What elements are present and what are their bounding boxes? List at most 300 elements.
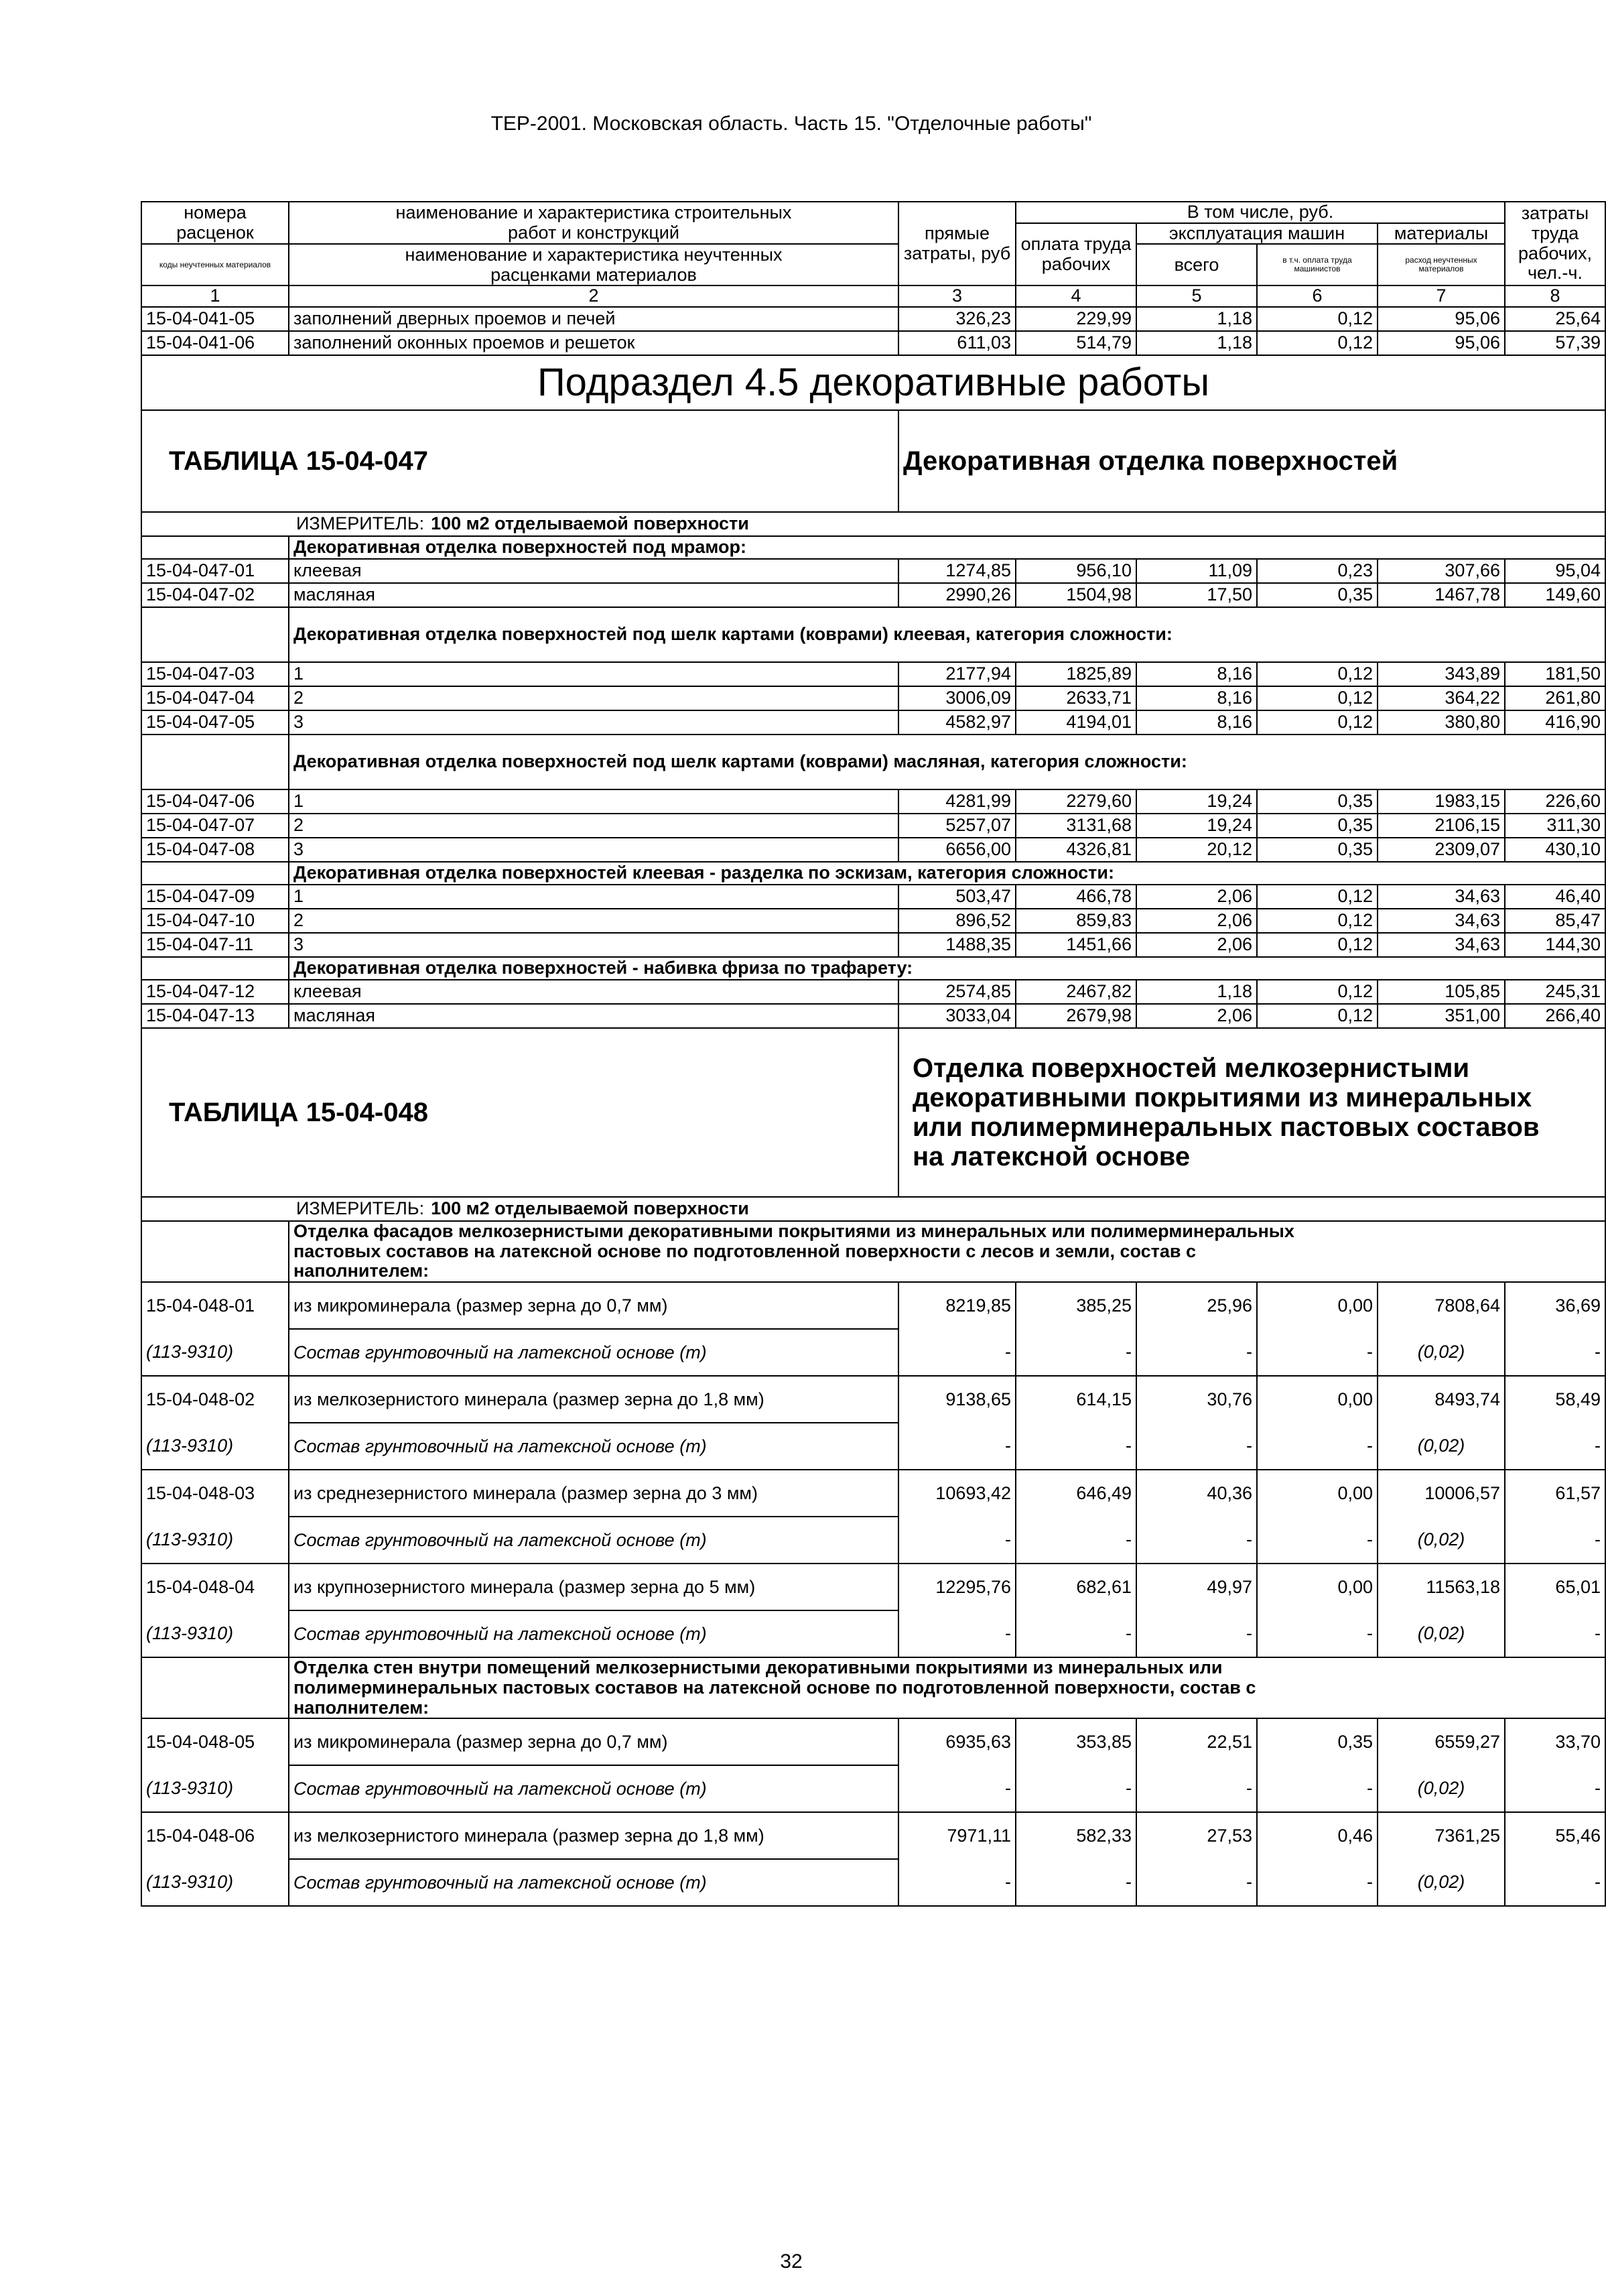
materials-cell: 380,80	[1378, 710, 1505, 735]
materials-cell: 2309,07	[1378, 838, 1505, 862]
rate-code-cell: 15-04-047-05	[141, 710, 289, 735]
wages-cell: 2633,71	[1016, 686, 1136, 710]
machines-cell: -	[1136, 1859, 1257, 1906]
wages-cell: 2679,98	[1016, 1004, 1136, 1028]
materials-cell: 351,00	[1378, 1004, 1505, 1028]
rate-code-cell: 15-04-047-12	[141, 980, 289, 1004]
caption-spacer	[141, 536, 289, 559]
direct-costs-cell: -	[898, 1610, 1016, 1657]
rate-code-cell: 15-04-047-03	[141, 662, 289, 686]
head-code-2: расценок	[141, 223, 289, 245]
table-row	[141, 307, 1605, 331]
group-caption-row	[141, 607, 1605, 662]
labor-hours-cell: 261,80	[1505, 686, 1605, 710]
direct-costs-cell: 5257,07	[898, 814, 1016, 838]
machinists-cell: 0,46	[1257, 1812, 1378, 1859]
table-id: ТАБЛИЦА 15-04-048	[141, 1028, 898, 1197]
materials-cell: (0,02)	[1378, 1859, 1505, 1906]
rate-name-cell: 2	[289, 909, 898, 933]
machinists-cell: -	[1257, 1859, 1378, 1906]
measure-row	[141, 512, 1605, 536]
rate-code-cell: 15-04-048-02	[141, 1376, 289, 1423]
labor-hours-cell: 61,57	[1505, 1470, 1605, 1517]
machines-cell: 1,18	[1136, 980, 1257, 1004]
column-number-cell: 5	[1136, 285, 1257, 307]
materials-cell: 105,85	[1378, 980, 1505, 1004]
head-unaccounted-materials: расход неучтенных материалов	[1378, 244, 1505, 285]
materials-cell: 34,63	[1378, 933, 1505, 957]
machinists-cell: 0,12	[1257, 909, 1378, 933]
machinists-cell: 0,35	[1257, 838, 1378, 862]
rate-name-cell: 2	[289, 814, 898, 838]
materials-cell: 1983,15	[1378, 789, 1505, 814]
table-row	[141, 1004, 1605, 1028]
rate-code-cell: 15-04-048-05	[141, 1718, 289, 1765]
column-number-cell: 4	[1016, 285, 1136, 307]
machines-cell: 25,96	[1136, 1282, 1257, 1329]
rate-code-cell: 15-04-047-13	[141, 1004, 289, 1028]
group-caption-row	[141, 536, 1605, 559]
rate-code-cell: 15-04-047-11	[141, 933, 289, 957]
direct-costs-cell: 8219,85	[898, 1282, 1016, 1329]
column-number-cell: 2	[289, 285, 898, 307]
direct-costs-cell: -	[898, 1859, 1016, 1906]
head-name-1: наименование и характеристика строительных	[289, 202, 898, 223]
machinists-cell: 0,12	[1257, 307, 1378, 331]
material-name-cell: Состав грунтовочный на латексной основе (т)	[289, 1765, 898, 1812]
wages-cell: 582,33	[1016, 1812, 1136, 1859]
machinists-cell: 0,00	[1257, 1470, 1378, 1517]
group-caption-line: пастовых составов на латексной основе по подготовленной поверхности с лесов и земли, состав с	[293, 1240, 1197, 1261]
machinists-cell: 0,00	[1257, 1376, 1378, 1423]
table-row	[141, 662, 1605, 686]
group-caption-row	[141, 862, 1605, 885]
table-row	[141, 331, 1605, 355]
group-caption-line: наполнителем:	[293, 1697, 429, 1718]
group-caption-row	[141, 957, 1605, 980]
labor-hours-cell: -	[1505, 1765, 1605, 1812]
machinists-cell: -	[1257, 1329, 1378, 1376]
table-heading-row	[141, 1028, 1605, 1197]
machinists-cell: 0,12	[1257, 331, 1378, 355]
head-name-2: работ и конструкций	[289, 223, 898, 245]
rate-code-cell: 15-04-047-02	[141, 583, 289, 607]
wages-cell: 614,15	[1016, 1376, 1136, 1423]
wages-cell: 385,25	[1016, 1282, 1136, 1329]
table-title-line: или полимерминеральных пастовых составов	[913, 1112, 1540, 1143]
table-title	[898, 1028, 1605, 1197]
wages-cell: 4194,01	[1016, 710, 1136, 735]
machinists-cell: 0,23	[1257, 559, 1378, 583]
rate-code-cell: 15-04-047-04	[141, 686, 289, 710]
machinists-cell: 0,12	[1257, 662, 1378, 686]
direct-costs-cell: 503,47	[898, 885, 1016, 909]
machines-cell: -	[1136, 1610, 1257, 1657]
machines-cell: 40,36	[1136, 1470, 1257, 1517]
wages-cell: 2279,60	[1016, 789, 1136, 814]
measure-row	[141, 1197, 1605, 1221]
group-caption	[289, 1221, 1605, 1282]
caption-spacer	[141, 1657, 289, 1718]
machinists-cell: 0,35	[1257, 814, 1378, 838]
rates-table	[141, 201, 1606, 1907]
direct-costs-cell: -	[898, 1329, 1016, 1376]
caption-spacer	[141, 862, 289, 885]
rate-name-cell: заполнений дверных проемов и печей	[289, 307, 898, 331]
page-header: ТЕР-2001. Московская область. Часть 15. "Отделочные работы"	[490, 113, 1092, 135]
head-materials: материалы	[1378, 223, 1505, 245]
labor-hours-cell: -	[1505, 1859, 1605, 1906]
table-row	[141, 583, 1605, 607]
table-row	[141, 789, 1605, 814]
wages-cell: 3131,68	[1016, 814, 1136, 838]
wages-cell: -	[1016, 1329, 1136, 1376]
group-caption-row	[141, 1221, 1605, 1282]
materials-cell: 95,06	[1378, 331, 1505, 355]
direct-costs-cell: 2990,26	[898, 583, 1016, 607]
wages-cell: 859,83	[1016, 909, 1136, 933]
table-row	[141, 1282, 1605, 1329]
direct-costs-cell: 6935,63	[898, 1718, 1016, 1765]
wages-cell: 2467,82	[1016, 980, 1136, 1004]
machinists-cell: 0,12	[1257, 710, 1378, 735]
material-code-cell: (113-9310)	[141, 1859, 289, 1906]
head-including: В том числе, руб.	[1016, 202, 1505, 223]
wages-cell: 682,61	[1016, 1564, 1136, 1610]
measure-label: ИЗМЕРИТЕЛЬ:	[296, 513, 425, 534]
rate-code-cell: 15-04-041-06	[141, 331, 289, 355]
rate-code-cell: 15-04-047-09	[141, 885, 289, 909]
table-id: ТАБЛИЦА 15-04-047	[141, 410, 898, 512]
rate-code-cell: 15-04-048-04	[141, 1564, 289, 1610]
materials-cell: 34,63	[1378, 885, 1505, 909]
table-title-line: Отделка поверхностей мелкозернистыми	[913, 1054, 1470, 1084]
machines-cell: 11,09	[1136, 559, 1257, 583]
wages-cell: 4326,81	[1016, 838, 1136, 862]
column-number-cell: 8	[1505, 285, 1605, 307]
rate-name-cell: 1	[289, 885, 898, 909]
material-name-cell: Состав грунтовочный на латексной основе (т)	[289, 1329, 898, 1376]
rate-code-cell: 15-04-047-06	[141, 789, 289, 814]
machines-cell: 19,24	[1136, 789, 1257, 814]
rate-name-cell: 3	[289, 838, 898, 862]
rate-code-cell: 15-04-047-08	[141, 838, 289, 862]
wages-cell: -	[1016, 1765, 1136, 1812]
measure-label: ИЗМЕРИТЕЛЬ:	[296, 1198, 425, 1219]
direct-costs-cell: 9138,65	[898, 1376, 1016, 1423]
material-code-cell: (113-9310)	[141, 1765, 289, 1812]
rate-code-cell: 15-04-047-10	[141, 909, 289, 933]
materials-cell: (0,02)	[1378, 1423, 1505, 1470]
caption-spacer	[141, 1221, 289, 1282]
materials-cell: (0,02)	[1378, 1517, 1505, 1564]
head-machinists-wages: в т.ч. оплата труда машинистов	[1257, 244, 1378, 285]
table-row	[141, 1470, 1605, 1517]
direct-costs-cell: 10693,42	[898, 1470, 1016, 1517]
material-code-cell: (113-9310)	[141, 1517, 289, 1564]
rate-code-cell: 15-04-048-06	[141, 1812, 289, 1859]
material-name-cell: Состав грунтовочный на латексной основе (т)	[289, 1423, 898, 1470]
rate-name-cell: 3	[289, 710, 898, 735]
labor-hours-cell: -	[1505, 1329, 1605, 1376]
machines-cell: 19,24	[1136, 814, 1257, 838]
materials-cell: 364,22	[1378, 686, 1505, 710]
materials-cell: 6559,27	[1378, 1718, 1505, 1765]
labor-hours-cell: 46,40	[1505, 885, 1605, 909]
direct-costs-cell: 7971,11	[898, 1812, 1016, 1859]
rate-name-cell: из среднезернистого минерала (размер зерна до 3 мм)	[289, 1470, 898, 1517]
rate-name-cell: из микроминерала (размер зерна до 0,7 мм)	[289, 1282, 898, 1329]
labor-hours-cell: 226,60	[1505, 789, 1605, 814]
table-row	[141, 909, 1605, 933]
machines-cell: -	[1136, 1329, 1257, 1376]
machinists-cell: -	[1257, 1423, 1378, 1470]
group-caption-line: наполнителем:	[293, 1261, 429, 1281]
group-caption: Декоративная отделка поверхностей под шелк картами (коврами) масляная, категория сложности:	[289, 735, 1605, 789]
machinists-cell: 0,35	[1257, 583, 1378, 607]
rate-name-cell: масляная	[289, 583, 898, 607]
materials-cell: 10006,57	[1378, 1470, 1505, 1517]
wages-cell: 353,85	[1016, 1718, 1136, 1765]
materials-cell: 7808,64	[1378, 1282, 1505, 1329]
labor-hours-cell: 65,01	[1505, 1564, 1605, 1610]
direct-costs-cell: 4582,97	[898, 710, 1016, 735]
materials-cell: 8493,74	[1378, 1376, 1505, 1423]
labor-hours-cell: 55,46	[1505, 1812, 1605, 1859]
material-row	[141, 1423, 1605, 1470]
machinists-cell: 0,00	[1257, 1282, 1378, 1329]
machines-cell: 22,51	[1136, 1718, 1257, 1765]
labor-hours-cell: 430,10	[1505, 838, 1605, 862]
rate-name-cell: из мелкозернистого минерала (размер зерна до 1,8 мм)	[289, 1376, 898, 1423]
direct-costs-cell: 2177,94	[898, 662, 1016, 686]
rate-name-cell: клеевая	[289, 980, 898, 1004]
wages-cell: -	[1016, 1423, 1136, 1470]
machines-cell: 8,16	[1136, 662, 1257, 686]
rate-code-cell: 15-04-048-03	[141, 1470, 289, 1517]
table-row	[141, 1376, 1605, 1423]
material-name-cell: Состав грунтовочный на латексной основе (т)	[289, 1610, 898, 1657]
direct-costs-cell: 12295,76	[898, 1564, 1016, 1610]
wages-cell: 1451,66	[1016, 933, 1136, 957]
materials-cell: 343,89	[1378, 662, 1505, 686]
labor-hours-cell: 149,60	[1505, 583, 1605, 607]
wages-cell: 956,10	[1016, 559, 1136, 583]
labor-hours-cell: 57,39	[1505, 331, 1605, 355]
labor-hours-cell: 58,49	[1505, 1376, 1605, 1423]
labor-hours-cell: 144,30	[1505, 933, 1605, 957]
direct-costs-cell: 1488,35	[898, 933, 1016, 957]
material-name-cell: Состав грунтовочный на латексной основе (т)	[289, 1859, 898, 1906]
group-caption-line: полимерминеральных пастовых составов на латексной основе по подготовленной поверхности, состав с	[293, 1677, 1256, 1698]
wages-cell: 466,78	[1016, 885, 1136, 909]
table-row	[141, 885, 1605, 909]
labor-hours-cell: 25,64	[1505, 307, 1605, 331]
labor-hours-cell: 85,47	[1505, 909, 1605, 933]
direct-costs-cell: -	[898, 1765, 1016, 1812]
materials-cell: (0,02)	[1378, 1329, 1505, 1376]
head-code-1: номера	[141, 202, 289, 223]
caption-spacer	[141, 735, 289, 789]
rate-name-cell: 1	[289, 789, 898, 814]
direct-costs-cell: 3006,09	[898, 686, 1016, 710]
wages-cell: -	[1016, 1517, 1136, 1564]
head-machines: эксплуатация машин	[1136, 223, 1378, 245]
direct-costs-cell: 3033,04	[898, 1004, 1016, 1028]
rate-name-cell: масляная	[289, 1004, 898, 1028]
materials-cell: 34,63	[1378, 909, 1505, 933]
machinists-cell: -	[1257, 1765, 1378, 1812]
labor-hours-cell: 245,31	[1505, 980, 1605, 1004]
material-row	[141, 1610, 1605, 1657]
labor-hours-cell: 416,90	[1505, 710, 1605, 735]
head-direct-costs: прямые затраты, руб	[898, 202, 1016, 285]
group-caption	[289, 1657, 1605, 1718]
wages-cell: 1504,98	[1016, 583, 1136, 607]
machines-cell: 20,12	[1136, 838, 1257, 862]
machines-cell: 2,06	[1136, 885, 1257, 909]
head-wages: оплата труда рабочих	[1016, 223, 1136, 286]
machines-cell: 1,18	[1136, 307, 1257, 331]
materials-cell: (0,02)	[1378, 1765, 1505, 1812]
wages-cell: 229,99	[1016, 307, 1136, 331]
material-name-cell: Состав грунтовочный на латексной основе (т)	[289, 1517, 898, 1564]
table-title-line: на латексной основе	[913, 1142, 1191, 1172]
machines-cell: 2,06	[1136, 909, 1257, 933]
rate-code-cell: 15-04-048-01	[141, 1282, 289, 1329]
materials-cell: 11563,18	[1378, 1564, 1505, 1610]
group-caption-line: Отделка стен внутри помещений мелкозернистыми декоративными покрытиями из минеральных или	[293, 1657, 1223, 1678]
machines-cell: 30,76	[1136, 1376, 1257, 1423]
rate-name-cell: 2	[289, 686, 898, 710]
group-caption-line: Отделка фасадов мелкозернистыми декоративными покрытиями из минеральных или полимерминеральных	[293, 1221, 1294, 1242]
rate-name-cell: 1	[289, 662, 898, 686]
machines-cell: 8,16	[1136, 686, 1257, 710]
machinists-cell: 0,35	[1257, 789, 1378, 814]
table-row	[141, 1812, 1605, 1859]
materials-cell: 2106,15	[1378, 814, 1505, 838]
table-row	[141, 814, 1605, 838]
direct-costs-cell: 6656,00	[898, 838, 1016, 862]
table-row	[141, 838, 1605, 862]
table-title-line: декоративными покрытиями из минеральных	[913, 1083, 1532, 1113]
materials-cell: 7361,25	[1378, 1812, 1505, 1859]
direct-costs-cell: 896,52	[898, 909, 1016, 933]
group-caption: Декоративная отделка поверхностей - набивка фриза по трафарету:	[289, 957, 1605, 980]
materials-cell: 95,06	[1378, 307, 1505, 331]
labor-hours-cell: 95,04	[1505, 559, 1605, 583]
direct-costs-cell: -	[898, 1423, 1016, 1470]
table-title: Декоративная отделка поверхностей	[898, 410, 1605, 512]
wages-cell: 646,49	[1016, 1470, 1136, 1517]
direct-costs-cell: 1274,85	[898, 559, 1016, 583]
column-numbers-row	[141, 285, 1605, 307]
measure-unit	[141, 1197, 1605, 1221]
rate-name-cell: из мелкозернистого минерала (размер зерна до 1,8 мм)	[289, 1812, 898, 1859]
head-machines-total: всего	[1136, 244, 1257, 285]
labor-hours-cell: 181,50	[1505, 662, 1605, 686]
rate-name-cell: клеевая	[289, 559, 898, 583]
machines-cell: 2,06	[1136, 933, 1257, 957]
labor-hours-cell: -	[1505, 1517, 1605, 1564]
table-row	[141, 710, 1605, 735]
labor-hours-cell: 311,30	[1505, 814, 1605, 838]
wages-cell: -	[1016, 1859, 1136, 1906]
rate-name-cell: 3	[289, 933, 898, 957]
machines-cell: 2,06	[1136, 1004, 1257, 1028]
machines-cell: 49,97	[1136, 1564, 1257, 1610]
caption-spacer	[141, 607, 289, 662]
machinists-cell: 0,12	[1257, 933, 1378, 957]
head-name-4: расценками материалов	[289, 265, 898, 285]
measure-value: 100 м2 отделываемой поверхности	[431, 513, 749, 534]
page-number: 32	[780, 2250, 803, 2273]
wages-cell: 514,79	[1016, 331, 1136, 355]
measure-value: 100 м2 отделываемой поверхности	[431, 1198, 749, 1219]
machinists-cell: 0,12	[1257, 885, 1378, 909]
rate-name-cell: из крупнозернистого минерала (размер зерна до 5 мм)	[289, 1564, 898, 1610]
labor-hours-cell: -	[1505, 1610, 1605, 1657]
labor-hours-cell: 33,70	[1505, 1718, 1605, 1765]
machinists-cell: 0,35	[1257, 1718, 1378, 1765]
direct-costs-cell: 2574,85	[898, 980, 1016, 1004]
table-row	[141, 686, 1605, 710]
rate-code-cell: 15-04-047-01	[141, 559, 289, 583]
material-code-cell: (113-9310)	[141, 1423, 289, 1470]
measure-unit	[141, 512, 1605, 536]
rate-code-cell: 15-04-041-05	[141, 307, 289, 331]
wages-cell: 1825,89	[1016, 662, 1136, 686]
machines-cell: -	[1136, 1517, 1257, 1564]
direct-costs-cell: 4281,99	[898, 789, 1016, 814]
table-row	[141, 933, 1605, 957]
column-number-cell: 6	[1257, 285, 1378, 307]
machinists-cell: -	[1257, 1610, 1378, 1657]
material-row	[141, 1517, 1605, 1564]
machines-cell: 8,16	[1136, 710, 1257, 735]
materials-cell: (0,02)	[1378, 1610, 1505, 1657]
material-row	[141, 1859, 1605, 1906]
materials-cell: 1467,78	[1378, 583, 1505, 607]
head-name-3: наименование и характеристика неучтенных	[289, 244, 898, 265]
machines-cell: 27,53	[1136, 1812, 1257, 1859]
machinists-cell: 0,12	[1257, 980, 1378, 1004]
labor-hours-cell: 36,69	[1505, 1282, 1605, 1329]
machines-cell: 17,50	[1136, 583, 1257, 607]
head-code-3: коды неучтенных материалов	[141, 244, 289, 285]
column-number-cell: 3	[898, 285, 1016, 307]
table-row	[141, 1718, 1605, 1765]
machines-cell: -	[1136, 1765, 1257, 1812]
material-code-cell: (113-9310)	[141, 1610, 289, 1657]
machinists-cell: 0,12	[1257, 1004, 1378, 1028]
direct-costs-cell: 326,23	[898, 307, 1016, 331]
material-row	[141, 1329, 1605, 1376]
machinists-cell: 0,12	[1257, 686, 1378, 710]
caption-spacer	[141, 957, 289, 980]
materials-cell: 307,66	[1378, 559, 1505, 583]
machinists-cell: 0,00	[1257, 1564, 1378, 1610]
table-row	[141, 1564, 1605, 1610]
rate-code-cell: 15-04-047-07	[141, 814, 289, 838]
material-code-cell: (113-9310)	[141, 1329, 289, 1376]
direct-costs-cell: 611,03	[898, 331, 1016, 355]
direct-costs-cell: -	[898, 1517, 1016, 1564]
group-caption: Декоративная отделка поверхностей под шелк картами (коврами) клеевая, категория сложности:	[289, 607, 1605, 662]
labor-hours-cell: 266,40	[1505, 1004, 1605, 1028]
material-row	[141, 1765, 1605, 1812]
machines-cell: -	[1136, 1423, 1257, 1470]
